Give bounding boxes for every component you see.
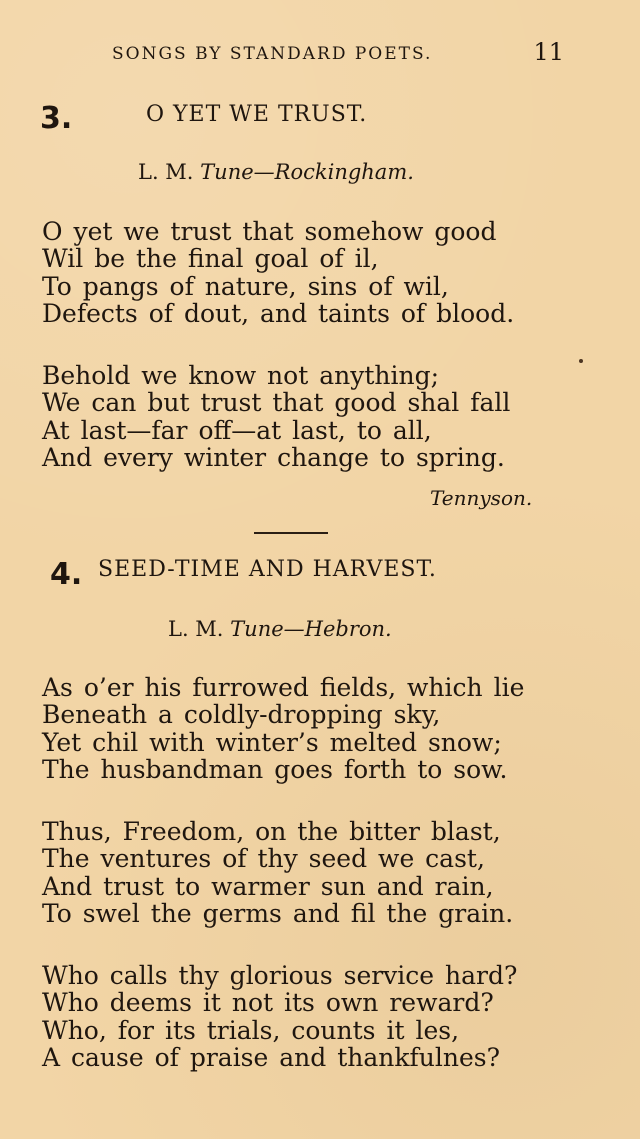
- verse-line: The ventures of thy seed we cast,: [42, 844, 485, 874]
- hymn-4-stanza-1: [42, 674, 572, 783]
- verse-line: Who calls thy glorious service hard?: [42, 961, 518, 990]
- verse-line: To swel the germs and fil the grain.: [42, 898, 514, 928]
- verse-line: Thus, Freedom, on the bitter blast,: [42, 817, 501, 846]
- verse-line: And every winter change to spring.: [42, 442, 505, 472]
- hymn-3-meter: L. M.: [138, 160, 194, 184]
- hymn-3-tune: Tune—Rockingham.: [200, 160, 414, 184]
- verse-line: Yet chil with winter’s melted snow;: [42, 727, 502, 757]
- verse-line: O yet we trust that somehow good: [42, 217, 497, 246]
- hymn-3-stanza-1: [42, 218, 572, 327]
- page-number: 11: [533, 38, 564, 66]
- verse-line: We can but trust that good shal fall: [42, 388, 511, 418]
- hymn-4-stanza-3: [42, 962, 572, 1071]
- hymn-4-stanza-2: [42, 818, 572, 927]
- hymn-4-tune: Tune—Hebron.: [230, 617, 392, 641]
- verse-line: And trust to warmer sun and rain,: [42, 871, 494, 901]
- hymn-3-stanza-2: [42, 362, 572, 471]
- section-divider: [254, 532, 328, 534]
- verse-line: Wil be the final goal of il,: [42, 244, 379, 274]
- hymn-3-title: O YET WE TRUST.: [146, 102, 368, 127]
- verse-line: The husbandman goes forth to sow.: [42, 754, 508, 784]
- hymn-3-author: Tennyson.: [430, 486, 533, 510]
- hymn-3-number: 3.: [40, 101, 73, 136]
- verse-line: To pangs of nature, sins of wil,: [42, 271, 449, 301]
- verse-line: Defects of dout, and taints of blood.: [42, 298, 515, 328]
- hymn-4-title: SEED-TIME AND HARVEST.: [98, 557, 437, 582]
- verse-line: A cause of praise and thankfulnes?: [42, 1042, 500, 1072]
- hymn-4-number: 4.: [50, 557, 83, 592]
- hymn-4-meter-line: [168, 617, 392, 641]
- ink-speck: [579, 359, 583, 363]
- verse-line: Beneath a coldly-dropping sky,: [42, 700, 441, 730]
- verse-line: At last—far off—at last, to all,: [42, 415, 432, 445]
- verse-line: As o’er his furrowed fields, which lie: [42, 673, 525, 702]
- verse-line: Who, for its trials, counts it les,: [42, 1015, 460, 1045]
- verse-line: Behold we know not anything;: [42, 361, 439, 390]
- hymn-4-meter: L. M.: [168, 617, 224, 641]
- hymn-3-meter-line: [138, 160, 414, 184]
- verse-line: Who deems it not its own reward?: [42, 988, 494, 1018]
- running-head: SONGS BY STANDARD POETS.: [112, 44, 433, 64]
